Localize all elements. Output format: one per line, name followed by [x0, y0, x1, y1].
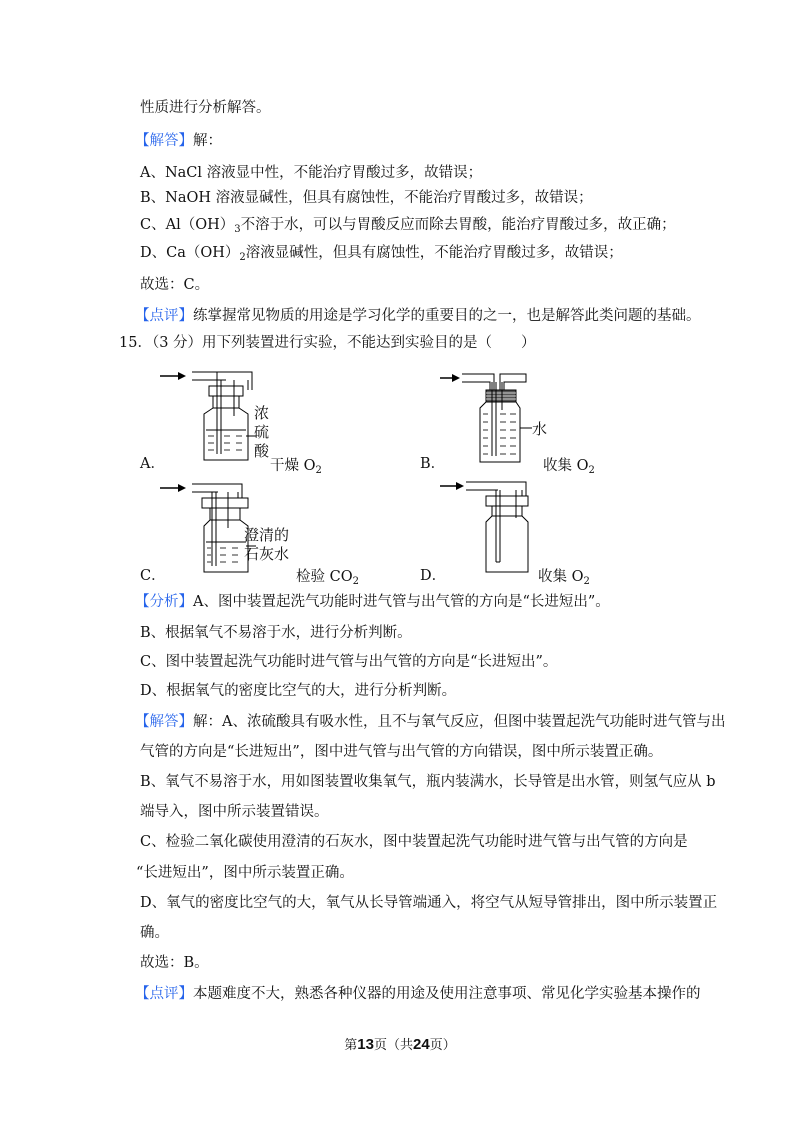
option-d-caption — [538, 565, 590, 586]
bottle-diagram-d — [440, 478, 560, 578]
footer-total: 24 — [413, 1036, 430, 1053]
option-c-label-1: 澄清的 — [244, 526, 290, 544]
comment-tag: 【点评】 — [135, 308, 193, 324]
footer-p1: 第 — [344, 1038, 358, 1053]
option-a-caption — [270, 454, 322, 475]
a1 — [135, 592, 610, 612]
l06 — [140, 243, 623, 263]
answer-text: 解： — [193, 133, 222, 149]
option-a-label-2: 硫 — [254, 423, 270, 441]
a2: B、根据氧气不易溶于水，进行分析判断。 — [140, 625, 412, 641]
a13: 故选：B。 — [140, 955, 209, 971]
l03: A、NaCl 溶液显中性，不能治疗胃酸过多，故错误； — [140, 165, 483, 181]
l05-sub: 3 — [234, 224, 241, 235]
option-b-caption-sub: 2 — [588, 465, 595, 476]
option-b-caption-text: 收集 O — [543, 458, 589, 474]
l06-pre: D、Ca（OH） — [140, 245, 240, 261]
l06-sub: 2 — [239, 252, 246, 263]
l05-post: 不溶于水，可以与胃酸反应而除去胃酸，能治疗胃酸过多，故正确； — [240, 217, 676, 233]
option-a-letter: A． — [140, 456, 165, 472]
solution-tag: 【解答】 — [135, 714, 193, 730]
bottle-diagram-a — [160, 366, 300, 466]
analysis-tag: 【分析】 — [135, 594, 193, 610]
a12: 确。 — [140, 925, 169, 941]
option-c-letter: C． — [140, 568, 166, 584]
a9: C、检验二氧化碳使用澄清的石灰水，图中装置起洗气功能时进气管与出气管的方向是 — [140, 834, 688, 850]
option-b-label: 水 — [532, 420, 548, 438]
option-a-caption-text: 干燥 O — [270, 458, 316, 474]
a8: 端导入，图中所示装置错误。 — [140, 804, 329, 820]
option-c-caption — [296, 565, 359, 586]
a7: B、氧气不易溶于水，用如图装置收集氧气，瓶内装满水，长导管是出水管，则氢气应从 b — [140, 774, 716, 790]
option-b-caption — [543, 454, 595, 475]
a11: D、氧气的密度比空气的大，氧气从长导管端通入，将空气从短导管排出，图中所示装置正 — [140, 895, 718, 911]
option-c-caption-sub: 2 — [352, 576, 359, 587]
footer-p3: 页） — [429, 1038, 456, 1053]
footer-p2: 页（共 — [373, 1038, 413, 1053]
l05 — [140, 215, 676, 235]
option-a-caption-sub: 2 — [315, 465, 322, 476]
a3: C、图中装置起洗气功能时进气管与出气管的方向是“长进短出”。 — [140, 654, 558, 670]
a10: “长进短出”，图中所示装置正确。 — [136, 865, 354, 881]
a5 — [135, 712, 725, 732]
review-tag: 【点评】 — [135, 986, 193, 1002]
l02 — [135, 131, 222, 151]
option-d-caption-text: 收集 O — [538, 569, 584, 585]
l08 — [135, 306, 701, 326]
option-c-caption-text: 检验 CO — [296, 569, 353, 585]
a14 — [135, 984, 701, 1004]
l06-post: 溶液显碱性，但具有腐蚀性，不能治疗胃酸过多，故错误； — [245, 245, 623, 261]
option-a-label-1: 浓 — [254, 404, 270, 422]
l07: 故选：C。 — [140, 277, 210, 293]
option-b-letter: B． — [420, 456, 446, 472]
question-15: 15．（3 分）用下列装置进行实验，不能达到实验目的是（ ） — [119, 335, 536, 351]
a4: D、根据氧气的密度比空气的大，进行分析判断。 — [140, 683, 457, 699]
option-c-label-2: 石灰水 — [244, 545, 290, 563]
comment-text: 练掌握常见物质的用途是学习化学的重要目的之一，也是解答此类问题的基础。 — [193, 308, 701, 324]
solution-text: 解：A、浓硫酸具有吸水性，且不与氧气反应，但图中装置起洗气功能时进气管与出 — [193, 714, 726, 730]
answer-tag: 【解答】 — [135, 133, 193, 149]
review-text: 本题难度不大，熟悉各种仪器的用途及使用注意事项、常见化学实验基本操作的 — [193, 986, 701, 1002]
page-footer — [0, 1034, 800, 1053]
option-d-letter: D． — [420, 568, 447, 584]
a6: 气管的方向是“长进短出”，图中进气管与出气管的方向错误，图中所示装置正确。 — [140, 744, 663, 760]
l05-pre: C、Al（OH） — [140, 217, 235, 233]
option-a-label-3: 酸 — [254, 442, 270, 460]
analysis-text: A、图中装置起洗气功能时进气管与出气管的方向是“长进短出”。 — [193, 594, 610, 610]
option-d-caption-sub: 2 — [583, 576, 590, 587]
l01: 性质进行分析解答。 — [140, 100, 271, 116]
footer-page: 13 — [357, 1036, 374, 1053]
l04: B、NaOH 溶液显碱性，但具有腐蚀性，不能治疗胃酸过多，故错误； — [140, 190, 593, 206]
